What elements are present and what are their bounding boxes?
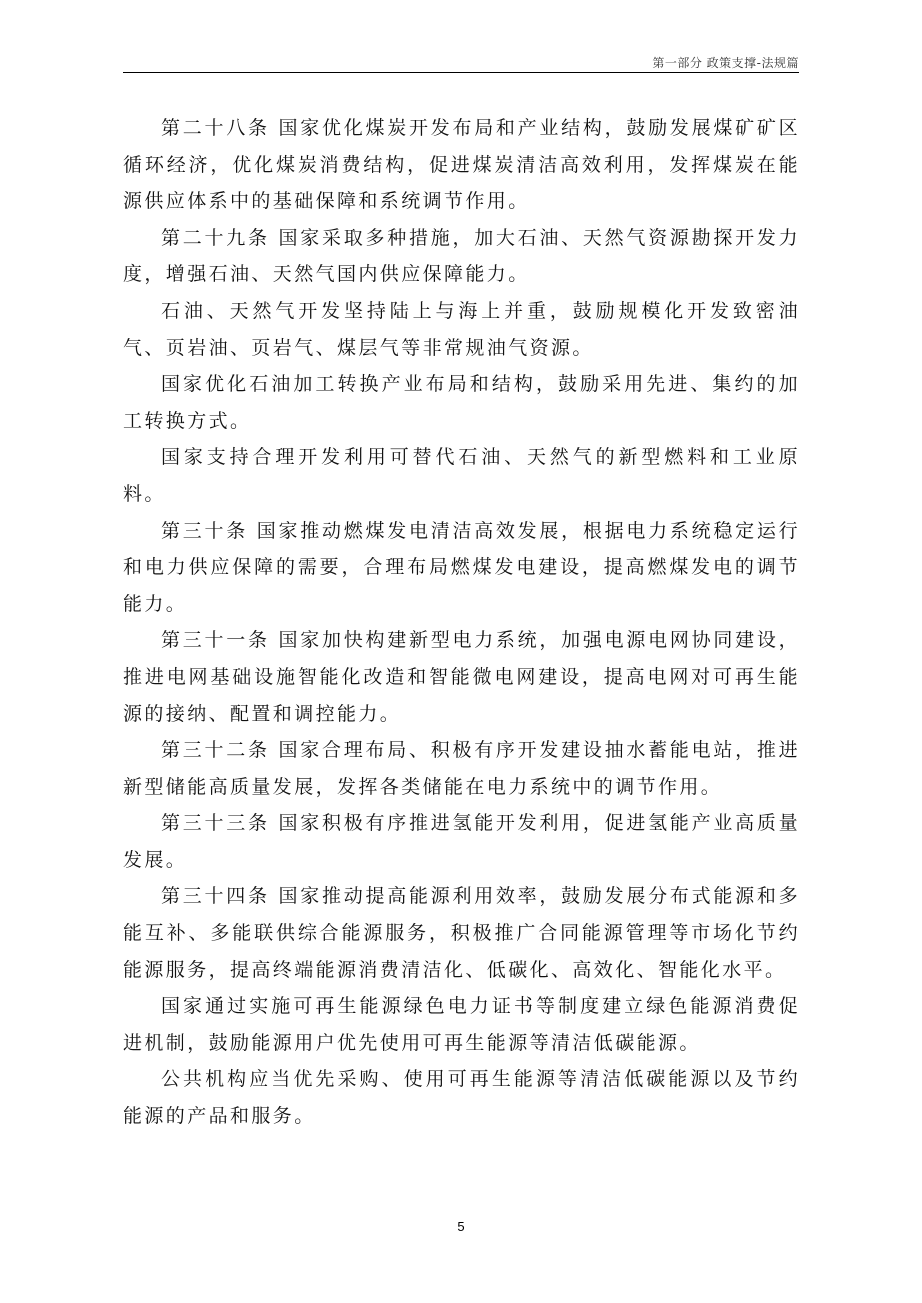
page-header [123, 52, 799, 73]
paragraph-oil-gas-development: 石油、天然气开发坚持陆上与海上并重，鼓励规模化开发致密油气、页岩油、页岩气、煤层气等非常规油气资源。 [123, 299, 800, 359]
paragraph-article-28: 第二十八条 国家优化煤炭开发布局和产业结构，鼓励发展煤矿矿区循环经济，优化煤炭消费结构，促进煤炭清洁高效利用，发挥煤炭在能源供应体系中的基础保障和系统调节作用。 [123, 117, 800, 213]
paragraph-article-30: 第三十条 国家推动燃煤发电清洁高效发展，根据电力系统稳定运行和电力供应保障的需要，合理布局燃煤发电建设，提高燃煤发电的调节能力。 [123, 519, 800, 615]
paragraph-public-institutions: 公共机构应当优先采购、使用可再生能源等清洁低碳能源以及节约能源的产品和服务。 [123, 1068, 800, 1128]
page-number: 5 [457, 1219, 465, 1234]
paragraph-alternative-fuels: 国家支持合理开发利用可替代石油、天然气的新型燃料和工业原料。 [123, 446, 800, 505]
paragraph-article-34: 第三十四条 国家推动提高能源利用效率，鼓励发展分布式能源和多能互补、多能联供综合能源服务，积极推广合同能源管理等市场化节约能源服务，提高终端能源消费清洁化、低碳化、高效化、智能化水平。 [123, 885, 800, 981]
paragraph-article-31: 第三十一条 国家加快构建新型电力系统，加强电源电网协同建设，推进电网基础设施智能化改造和智能微电网建设，提高电网对可再生能源的接纳、配置和调控能力。 [123, 629, 800, 725]
header-title: 第一部分 政策支撑-法规篇 [652, 56, 799, 70]
paragraph-article-29: 第二十九条 国家采取多种措施，加大石油、天然气资源勘探开发力度，增强石油、天然气国内供应保障能力。 [123, 226, 800, 286]
paragraph-article-33: 第三十三条 国家积极有序推进氢能开发利用，促进氢能产业高质量发展。 [123, 812, 800, 871]
paragraph-oil-processing: 国家优化石油加工转换产业布局和结构，鼓励采用先进、集约的加工转换方式。 [123, 373, 800, 432]
paragraph-article-32: 第三十二条 国家合理布局、积极有序开发建设抽水蓄能电站，推进新型储能高质量发展，发挥各类储能在电力系统中的调节作用。 [123, 739, 800, 798]
paragraph-green-certificates: 国家通过实施可再生能源绿色电力证书等制度建立绿色能源消费促进机制，鼓励能源用户优先使用可再生能源等清洁低碳能源。 [123, 995, 800, 1054]
document-body [123, 110, 800, 1135]
